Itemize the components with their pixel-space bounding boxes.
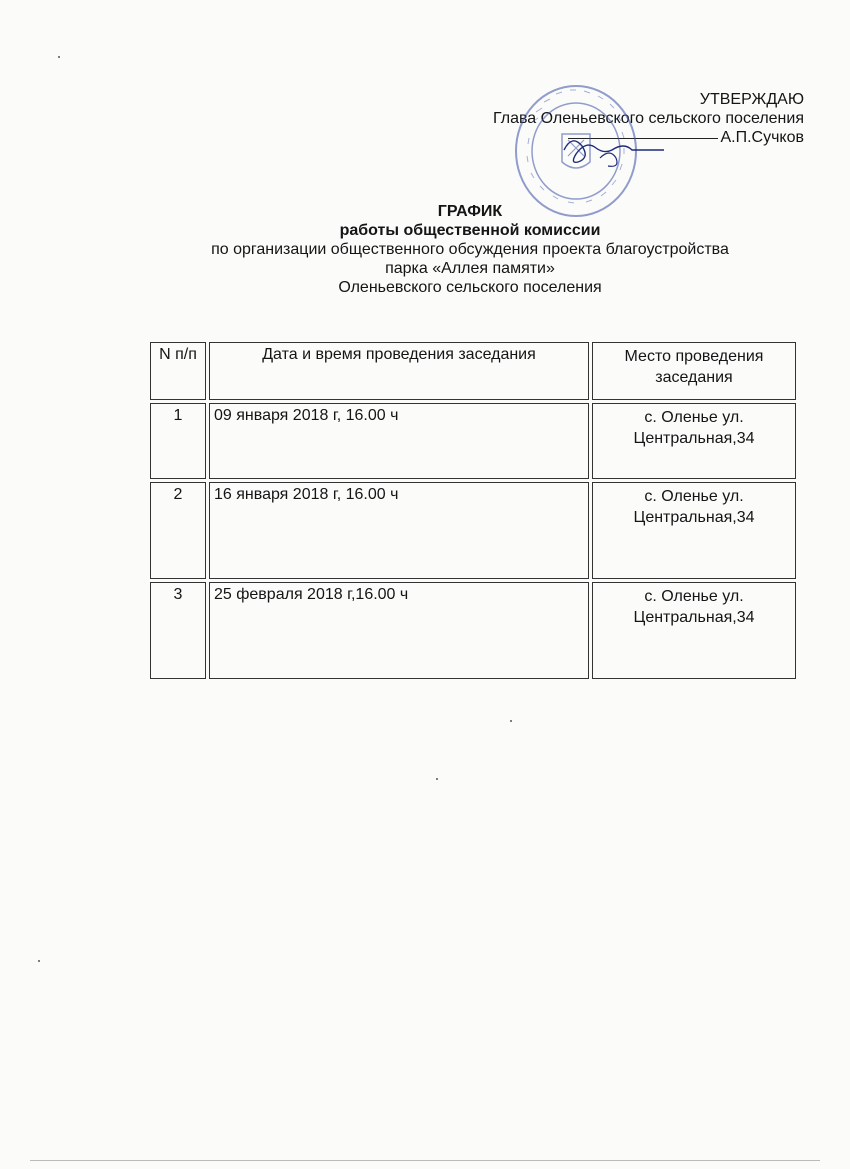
scan-speck (436, 778, 438, 780)
scan-edge-line (30, 1160, 820, 1161)
scan-speck (58, 56, 60, 58)
header-date: Дата и время проведения заседания (209, 342, 589, 400)
cell-place: с. Оленье ул. Центральная,34 (592, 403, 796, 479)
cell-date: 09 января 2018 г, 16.00 ч (209, 403, 589, 479)
cell-number: 2 (150, 482, 206, 579)
schedule-table (147, 339, 799, 682)
table-row (150, 403, 796, 479)
table-header-row (150, 342, 796, 400)
cell-number: 3 (150, 582, 206, 679)
approval-signatory: А.П.Сучков (720, 129, 804, 146)
document-purpose: по организации общественного обсуждения проекта благоустройства (211, 241, 729, 258)
table-row (150, 482, 796, 579)
header-place: Место проведения заседания (592, 342, 796, 400)
approval-position: Глава Оленьевского сельского поселения (492, 110, 804, 127)
cell-place: с. Оленье ул. Центральная,34 (592, 482, 796, 579)
cell-number: 1 (150, 403, 206, 479)
cell-place: с. Оленье ул. Центральная,34 (592, 582, 796, 679)
header-number: N п/п (150, 342, 206, 400)
document-subtitle: работы общественной комиссии (339, 222, 601, 239)
document-object: парка «Аллея памяти» (385, 260, 555, 277)
title-block (150, 202, 790, 297)
handwritten-signature-icon (560, 128, 670, 178)
document-settlement: Оленьевского сельского поселения (338, 279, 602, 296)
cell-date: 25 февраля 2018 г,16.00 ч (209, 582, 589, 679)
cell-date: 16 января 2018 г, 16.00 ч (209, 482, 589, 579)
scan-speck (510, 720, 512, 722)
table-row (150, 582, 796, 679)
scan-speck (38, 960, 40, 962)
approval-heading: УТВЕРЖДАЮ (699, 91, 804, 108)
document-title: ГРАФИК (437, 203, 503, 220)
